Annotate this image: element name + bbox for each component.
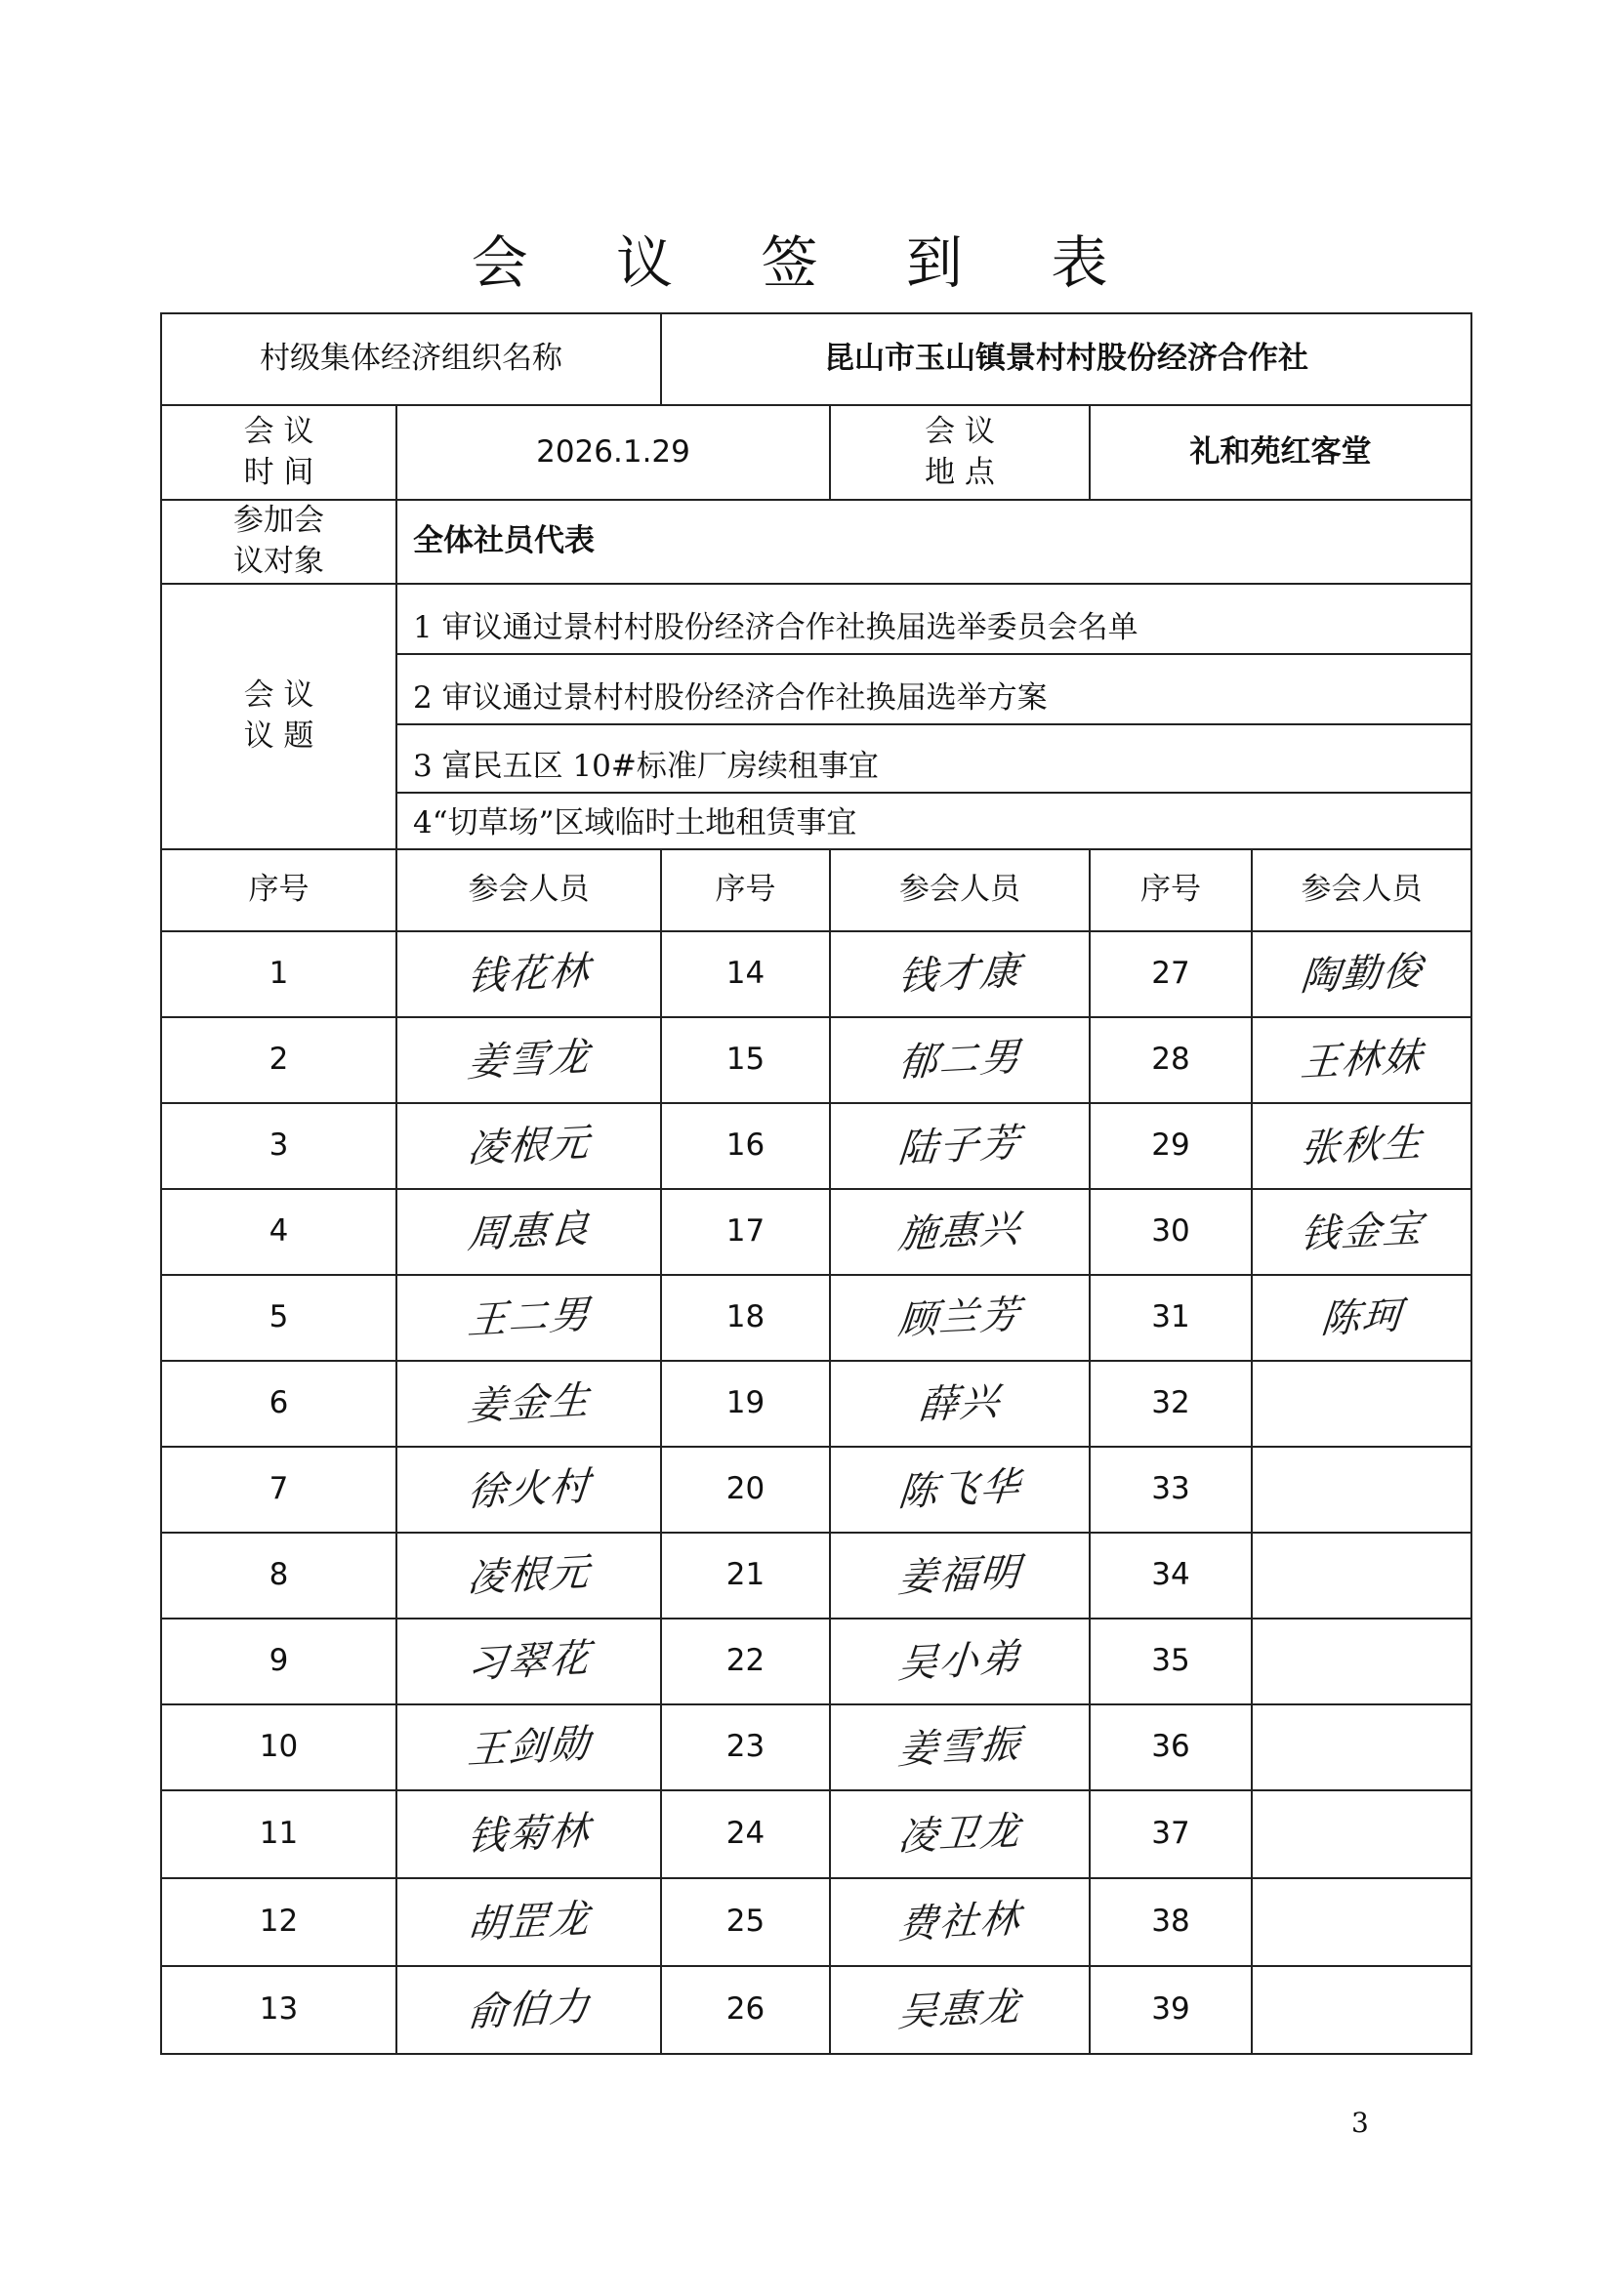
row-number: 37 bbox=[1090, 1790, 1252, 1878]
signature: 张秋生 bbox=[1298, 1120, 1426, 1172]
signature: 陈飞华 bbox=[896, 1463, 1023, 1516]
topic-item: 4“切草场”区域临时土地租赁事宜 bbox=[413, 804, 857, 840]
signature-cell bbox=[1252, 1361, 1471, 1447]
signature-cell bbox=[396, 1878, 661, 1966]
signature-cell bbox=[1252, 931, 1471, 1017]
signature-cell bbox=[396, 1189, 661, 1275]
signature: 薛兴 bbox=[917, 1378, 1003, 1429]
row-number: 23 bbox=[661, 1704, 830, 1790]
row-number: 12 bbox=[161, 1878, 396, 1966]
header-person: 参会人员 bbox=[1252, 849, 1471, 931]
signature-rows bbox=[161, 931, 1471, 2054]
table-row bbox=[161, 1704, 1471, 1790]
signature-cell bbox=[830, 1878, 1090, 1966]
row-number: 31 bbox=[1090, 1275, 1252, 1361]
signature: 施惠兴 bbox=[896, 1206, 1023, 1258]
signature-cell bbox=[830, 1361, 1090, 1447]
signature: 吴惠龙 bbox=[896, 1984, 1023, 2036]
topic-item: 2 审议通过景村村股份经济合作社换届选举方案 bbox=[397, 655, 1470, 725]
signature-cell bbox=[830, 1619, 1090, 1704]
row-number: 11 bbox=[161, 1790, 396, 1878]
row-number: 17 bbox=[661, 1189, 830, 1275]
row-number: 6 bbox=[161, 1361, 396, 1447]
signature-cell bbox=[1252, 1704, 1471, 1790]
signature: 姜雪振 bbox=[896, 1721, 1023, 1774]
header-no: 序号 bbox=[661, 849, 830, 931]
signature-cell bbox=[1252, 1275, 1471, 1361]
signature: 费社林 bbox=[896, 1896, 1023, 1948]
signature: 顾兰芳 bbox=[896, 1292, 1023, 1344]
meeting-row bbox=[161, 405, 1471, 500]
signature-cell bbox=[396, 1966, 661, 2054]
topics-label-line2: 议 题 bbox=[243, 718, 314, 754]
topic-item: 3 富民五区 10#标准厂房续租事宜 bbox=[397, 725, 1470, 794]
attendee-label bbox=[161, 500, 396, 584]
topics-label-line1: 会 议 bbox=[243, 676, 314, 713]
signature-cell bbox=[396, 1704, 661, 1790]
signature: 钱花林 bbox=[465, 948, 593, 1001]
row-number: 26 bbox=[661, 1966, 830, 2054]
signature-cell bbox=[1252, 1017, 1471, 1103]
signature: 陈珂 bbox=[1318, 1292, 1405, 1343]
signature-cell bbox=[396, 1361, 661, 1447]
signature-cell bbox=[830, 1103, 1090, 1189]
signature-cell bbox=[830, 1275, 1090, 1361]
row-number: 20 bbox=[661, 1447, 830, 1533]
signature: 陆子芳 bbox=[896, 1120, 1023, 1172]
signature-cell bbox=[830, 1533, 1090, 1619]
signature: 凌根元 bbox=[465, 1549, 593, 1602]
table-row bbox=[161, 931, 1471, 1017]
row-number: 9 bbox=[161, 1619, 396, 1704]
signature-cell bbox=[830, 931, 1090, 1017]
signature-cell bbox=[396, 1790, 661, 1878]
page-number: 3 bbox=[1351, 2107, 1369, 2139]
signature: 凌卫龙 bbox=[896, 1808, 1023, 1861]
signature: 姜雪龙 bbox=[465, 1034, 593, 1086]
row-number: 5 bbox=[161, 1275, 396, 1361]
row-number: 13 bbox=[161, 1966, 396, 2054]
topics-label bbox=[161, 584, 396, 849]
topic-item: 1 审议通过景村村股份经济合作社换届选举委员会名单 bbox=[397, 585, 1470, 655]
row-number: 1 bbox=[161, 931, 396, 1017]
signature-cell bbox=[830, 1790, 1090, 1878]
signature: 习翠花 bbox=[465, 1635, 593, 1688]
row-number: 21 bbox=[661, 1533, 830, 1619]
signature: 凌根元 bbox=[465, 1120, 593, 1172]
meeting-place: 礼和苑红客堂 bbox=[1090, 405, 1471, 500]
signature-cell bbox=[1252, 1619, 1471, 1704]
signature: 钱才康 bbox=[896, 948, 1023, 1001]
row-number: 30 bbox=[1090, 1189, 1252, 1275]
row-number: 22 bbox=[661, 1619, 830, 1704]
row-number: 18 bbox=[661, 1275, 830, 1361]
signature-cell bbox=[830, 1447, 1090, 1533]
signature: 钱金宝 bbox=[1298, 1206, 1426, 1258]
place-label-line2: 地 点 bbox=[925, 454, 995, 490]
row-number: 14 bbox=[661, 931, 830, 1017]
signature-cell bbox=[1252, 1447, 1471, 1533]
signature-cell bbox=[1252, 1533, 1471, 1619]
header-person: 参会人员 bbox=[830, 849, 1090, 931]
sign-in-table bbox=[160, 312, 1472, 2055]
signature-cell bbox=[396, 1619, 661, 1704]
row-number: 7 bbox=[161, 1447, 396, 1533]
row-number: 32 bbox=[1090, 1361, 1252, 1447]
table-row bbox=[161, 1619, 1471, 1704]
signature: 王剑勋 bbox=[465, 1721, 593, 1774]
signature: 王林妹 bbox=[1298, 1034, 1426, 1086]
time-label-line1: 会 议 bbox=[243, 413, 314, 449]
row-number: 4 bbox=[161, 1189, 396, 1275]
signature: 姜金生 bbox=[465, 1377, 593, 1430]
signature-cell bbox=[1252, 1878, 1471, 1966]
signature-cell bbox=[396, 1275, 661, 1361]
signature: 胡罡龙 bbox=[465, 1896, 593, 1948]
signature: 陶勤俊 bbox=[1298, 948, 1426, 1001]
table-row bbox=[161, 1103, 1471, 1189]
row-number: 24 bbox=[661, 1790, 830, 1878]
signature-cell bbox=[830, 1017, 1090, 1103]
row-number: 10 bbox=[161, 1704, 396, 1790]
attendee-label-line1: 参加会 bbox=[233, 503, 324, 538]
signature-cell bbox=[396, 1533, 661, 1619]
row-number: 2 bbox=[161, 1017, 396, 1103]
header-person: 参会人员 bbox=[396, 849, 661, 931]
signature-cell bbox=[830, 1966, 1090, 2054]
time-label bbox=[161, 405, 396, 500]
org-row bbox=[161, 313, 1471, 405]
signature: 徐火村 bbox=[465, 1463, 593, 1516]
row-number: 8 bbox=[161, 1533, 396, 1619]
signature: 周惠良 bbox=[465, 1206, 593, 1258]
row-number: 38 bbox=[1090, 1878, 1252, 1966]
signature-cell bbox=[1252, 1966, 1471, 2054]
topics-row bbox=[161, 584, 1471, 849]
signature-cell bbox=[1252, 1790, 1471, 1878]
place-label bbox=[830, 405, 1090, 500]
table-row bbox=[161, 1533, 1471, 1619]
meeting-time: 2026.1.29 bbox=[396, 405, 830, 500]
row-number: 19 bbox=[661, 1361, 830, 1447]
org-name: 昆山市玉山镇景村村股份经济合作社 bbox=[661, 313, 1471, 405]
row-number: 39 bbox=[1090, 1966, 1252, 2054]
topics-cell bbox=[396, 584, 1471, 849]
place-label-line1: 会 议 bbox=[925, 413, 995, 449]
signature: 郁二男 bbox=[896, 1034, 1023, 1086]
page-title: 会 议 签 到 表 bbox=[471, 229, 1143, 296]
table-row bbox=[161, 1189, 1471, 1275]
attendee-label-line2: 议对象 bbox=[233, 543, 324, 579]
row-number: 27 bbox=[1090, 931, 1252, 1017]
signature: 姜福明 bbox=[896, 1549, 1023, 1602]
signature-cell bbox=[1252, 1189, 1471, 1275]
row-number: 36 bbox=[1090, 1704, 1252, 1790]
signature-cell bbox=[830, 1189, 1090, 1275]
table-row bbox=[161, 1966, 1471, 2054]
signature: 王二男 bbox=[465, 1292, 593, 1344]
header-no: 序号 bbox=[161, 849, 396, 931]
row-number: 16 bbox=[661, 1103, 830, 1189]
signature-cell bbox=[830, 1704, 1090, 1790]
org-label: 村级集体经济组织名称 bbox=[161, 313, 661, 405]
signature-cell bbox=[396, 1017, 661, 1103]
table-row bbox=[161, 1017, 1471, 1103]
row-number: 25 bbox=[661, 1878, 830, 1966]
row-number: 34 bbox=[1090, 1533, 1252, 1619]
signature-cell bbox=[1252, 1103, 1471, 1189]
row-number: 29 bbox=[1090, 1103, 1252, 1189]
row-number: 15 bbox=[661, 1017, 830, 1103]
signature: 钱菊林 bbox=[465, 1808, 593, 1861]
header-row bbox=[161, 849, 1471, 931]
signature: 俞伯力 bbox=[465, 1984, 593, 2036]
signature-cell bbox=[396, 1103, 661, 1189]
row-number: 35 bbox=[1090, 1619, 1252, 1704]
row-number: 33 bbox=[1090, 1447, 1252, 1533]
time-label-line2: 时 间 bbox=[243, 454, 314, 490]
header-no: 序号 bbox=[1090, 849, 1252, 931]
signature-cell bbox=[396, 1447, 661, 1533]
row-number: 28 bbox=[1090, 1017, 1252, 1103]
table-row bbox=[161, 1878, 1471, 1966]
row-number: 3 bbox=[161, 1103, 396, 1189]
table-row bbox=[161, 1790, 1471, 1878]
attendee-row bbox=[161, 500, 1471, 584]
table-row bbox=[161, 1447, 1471, 1533]
attendee-value: 全体社员代表 bbox=[396, 500, 1471, 584]
signature: 吴小弟 bbox=[896, 1635, 1023, 1688]
signature-cell bbox=[396, 931, 661, 1017]
table-row bbox=[161, 1361, 1471, 1447]
table-row bbox=[161, 1275, 1471, 1361]
